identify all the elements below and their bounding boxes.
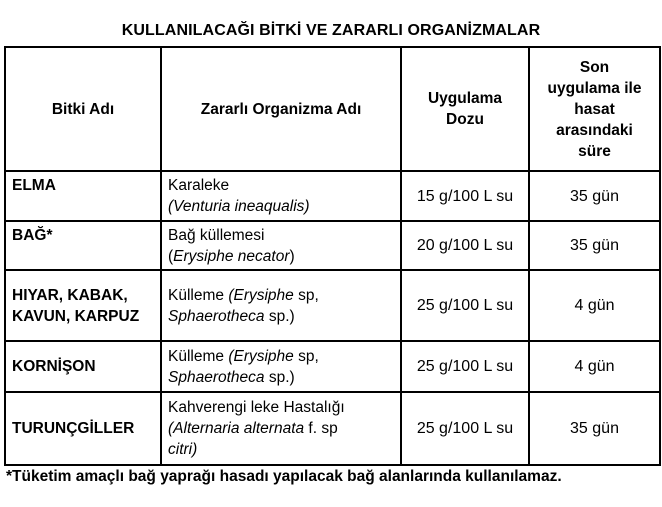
dose-cell: 25 g/100 L su	[401, 341, 529, 392]
pest-sp: sp,	[293, 286, 319, 304]
pest-cell	[161, 392, 401, 465]
dose-cell: 25 g/100 L su	[401, 392, 529, 465]
crop-cell	[5, 270, 161, 341]
pest-scientific-name: (Erysiphe	[228, 286, 294, 304]
pest-sp: sp.)	[264, 368, 295, 386]
pest-name: Külleme	[168, 347, 229, 365]
header-dose	[401, 47, 529, 171]
interval-cell: 4 gün	[529, 270, 660, 341]
pest-scientific-name: citri)	[168, 441, 198, 458]
crop-line2: KAVUN, KARPUZ	[12, 307, 140, 325]
dose-cell: 20 g/100 L su	[401, 221, 529, 270]
crop-cell: KORNİŞON	[5, 341, 161, 392]
pest-scientific-name: (Venturia ineaqualis)	[168, 198, 310, 215]
dose-cell: 15 g/100 L su	[401, 171, 529, 221]
pest-paren-open: (	[168, 247, 174, 265]
crop-line1: HIYAR, KABAK,	[12, 286, 128, 304]
table-row	[5, 221, 660, 270]
crop-cell: ELMA	[5, 171, 161, 221]
interval-cell: 35 gün	[529, 392, 660, 465]
pest-scientific-name: (Alternaria alternata	[168, 420, 305, 437]
table-header-row	[5, 47, 660, 171]
header-dose-line1: Uygulama	[427, 90, 503, 107]
pest-scientific-name: (Erysiphe	[228, 347, 294, 365]
pest-sp: sp,	[293, 347, 319, 365]
header-pest: Zararlı Organizma Adı	[161, 47, 401, 171]
header-interval-line1: Son	[579, 58, 610, 76]
pest-scientific-name: Sphaerotheca	[168, 307, 265, 325]
table-row	[5, 341, 660, 392]
header-interval-line3: hasat	[574, 100, 615, 118]
header-interval-line4: arasındaki	[556, 121, 633, 139]
header-interval-line2: uygulama ile	[547, 79, 642, 97]
header-dose-line2: Dozu	[446, 111, 484, 128]
header-interval	[529, 47, 660, 171]
table-row	[5, 392, 660, 465]
pest-sp: f. sp	[304, 420, 338, 437]
document-title: KULLANILACAĞI BİTKİ VE ZARARLI ORGANİZMALAR	[121, 22, 541, 39]
header-interval-line5: süre	[578, 142, 611, 160]
pest-scientific-name: Erysiphe necator	[173, 247, 290, 265]
pest-sp: sp.)	[264, 307, 295, 325]
pest-cell	[161, 221, 401, 270]
table-row	[5, 171, 660, 221]
pest-cell	[161, 171, 401, 221]
table-row	[5, 270, 660, 341]
interval-cell: 4 gün	[529, 341, 660, 392]
interval-cell: 35 gün	[529, 221, 660, 270]
crop-cell: TURUNÇGİLLER	[5, 392, 161, 465]
dose-cell: 25 g/100 L su	[401, 270, 529, 341]
pest-scientific-name: Sphaerotheca	[168, 368, 265, 386]
header-crop: Bitki Adı	[5, 47, 161, 171]
pest-name: Külleme	[168, 286, 229, 304]
crop-cell: BAĞ*	[5, 221, 161, 270]
pest-name: Kahverengi leke Hastalığı	[168, 399, 345, 416]
pest-name: Karaleke	[168, 177, 230, 194]
pest-name: Bağ küllemesi	[168, 226, 265, 244]
crop-pest-table	[4, 46, 661, 466]
pest-cell	[161, 341, 401, 392]
pest-cell	[161, 270, 401, 341]
pest-paren-close: )	[289, 247, 295, 265]
interval-cell: 35 gün	[529, 171, 660, 221]
footnote: *Tüketim amaçlı bağ yaprağı hasadı yapılacak bağ alanlarında kullanılamaz.	[6, 468, 562, 485]
